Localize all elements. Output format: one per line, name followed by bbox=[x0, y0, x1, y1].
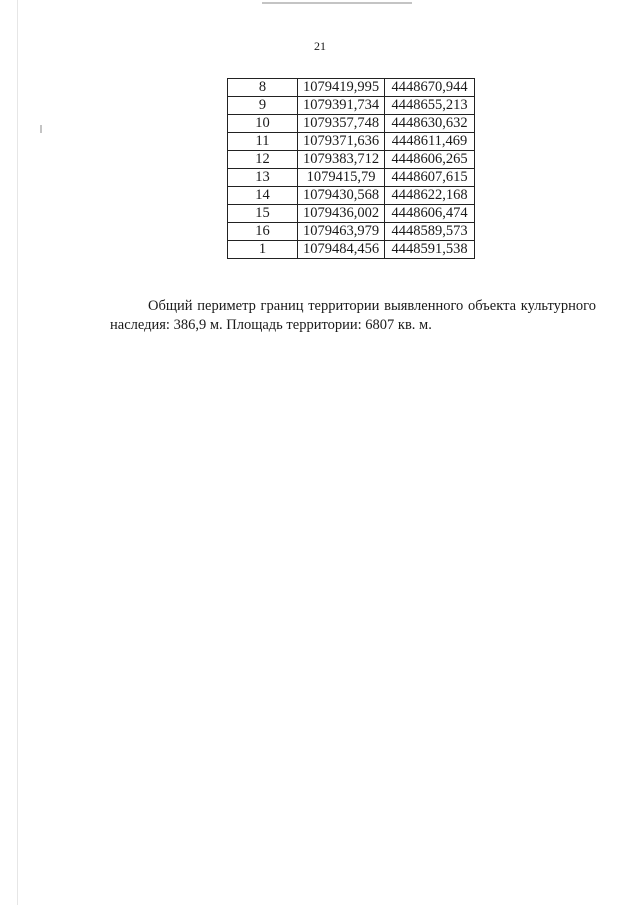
table-row bbox=[228, 133, 475, 151]
table-row bbox=[228, 115, 475, 133]
x-coordinate-cell: 1079463,979 bbox=[298, 223, 385, 241]
point-number-cell: 11 bbox=[228, 133, 298, 151]
y-coordinate-cell: 4448630,632 bbox=[385, 115, 475, 133]
page-number: 21 bbox=[314, 39, 326, 53]
x-coordinate-cell: 1079357,748 bbox=[298, 115, 385, 133]
scan-artifact-left-margin bbox=[40, 125, 42, 133]
table-row bbox=[228, 169, 475, 187]
point-number-cell: 8 bbox=[228, 79, 298, 97]
y-coordinate-cell: 4448655,213 bbox=[385, 97, 475, 115]
x-coordinate-cell: 1079419,995 bbox=[298, 79, 385, 97]
point-number-cell: 9 bbox=[228, 97, 298, 115]
table-row bbox=[228, 187, 475, 205]
x-coordinate-cell: 1079436,002 bbox=[298, 205, 385, 223]
coordinates-table-body bbox=[228, 79, 475, 259]
x-coordinate-cell: 1079383,712 bbox=[298, 151, 385, 169]
y-coordinate-cell: 4448606,474 bbox=[385, 205, 475, 223]
table-row bbox=[228, 223, 475, 241]
y-coordinate-cell: 4448606,265 bbox=[385, 151, 475, 169]
summary-paragraph: Общий периметр границ территории выявленного объекта культурного наследия: 386,9 м. Площадь территории: 6807 кв. м. bbox=[110, 297, 596, 333]
y-coordinate-cell: 4448611,469 bbox=[385, 133, 475, 151]
table-row bbox=[228, 205, 475, 223]
y-coordinate-cell: 4448607,615 bbox=[385, 169, 475, 187]
scan-artifact-top bbox=[262, 2, 412, 4]
table-row bbox=[228, 241, 475, 259]
point-number-cell: 1 bbox=[228, 241, 298, 259]
point-number-cell: 15 bbox=[228, 205, 298, 223]
point-number-cell: 13 bbox=[228, 169, 298, 187]
x-coordinate-cell: 1079391,734 bbox=[298, 97, 385, 115]
point-number-cell: 10 bbox=[228, 115, 298, 133]
x-coordinate-cell: 1079415,79 bbox=[298, 169, 385, 187]
y-coordinate-cell: 4448591,538 bbox=[385, 241, 475, 259]
x-coordinate-cell: 1079371,636 bbox=[298, 133, 385, 151]
x-coordinate-cell: 1079430,568 bbox=[298, 187, 385, 205]
point-number-cell: 16 bbox=[228, 223, 298, 241]
table-row bbox=[228, 79, 475, 97]
y-coordinate-cell: 4448622,168 bbox=[385, 187, 475, 205]
x-coordinate-cell: 1079484,456 bbox=[298, 241, 385, 259]
point-number-cell: 12 bbox=[228, 151, 298, 169]
point-number-cell: 14 bbox=[228, 187, 298, 205]
table-row bbox=[228, 97, 475, 115]
y-coordinate-cell: 4448670,944 bbox=[385, 79, 475, 97]
table-row bbox=[228, 151, 475, 169]
y-coordinate-cell: 4448589,573 bbox=[385, 223, 475, 241]
coordinates-table bbox=[227, 78, 475, 259]
scan-artifact-left-edge bbox=[17, 0, 18, 905]
